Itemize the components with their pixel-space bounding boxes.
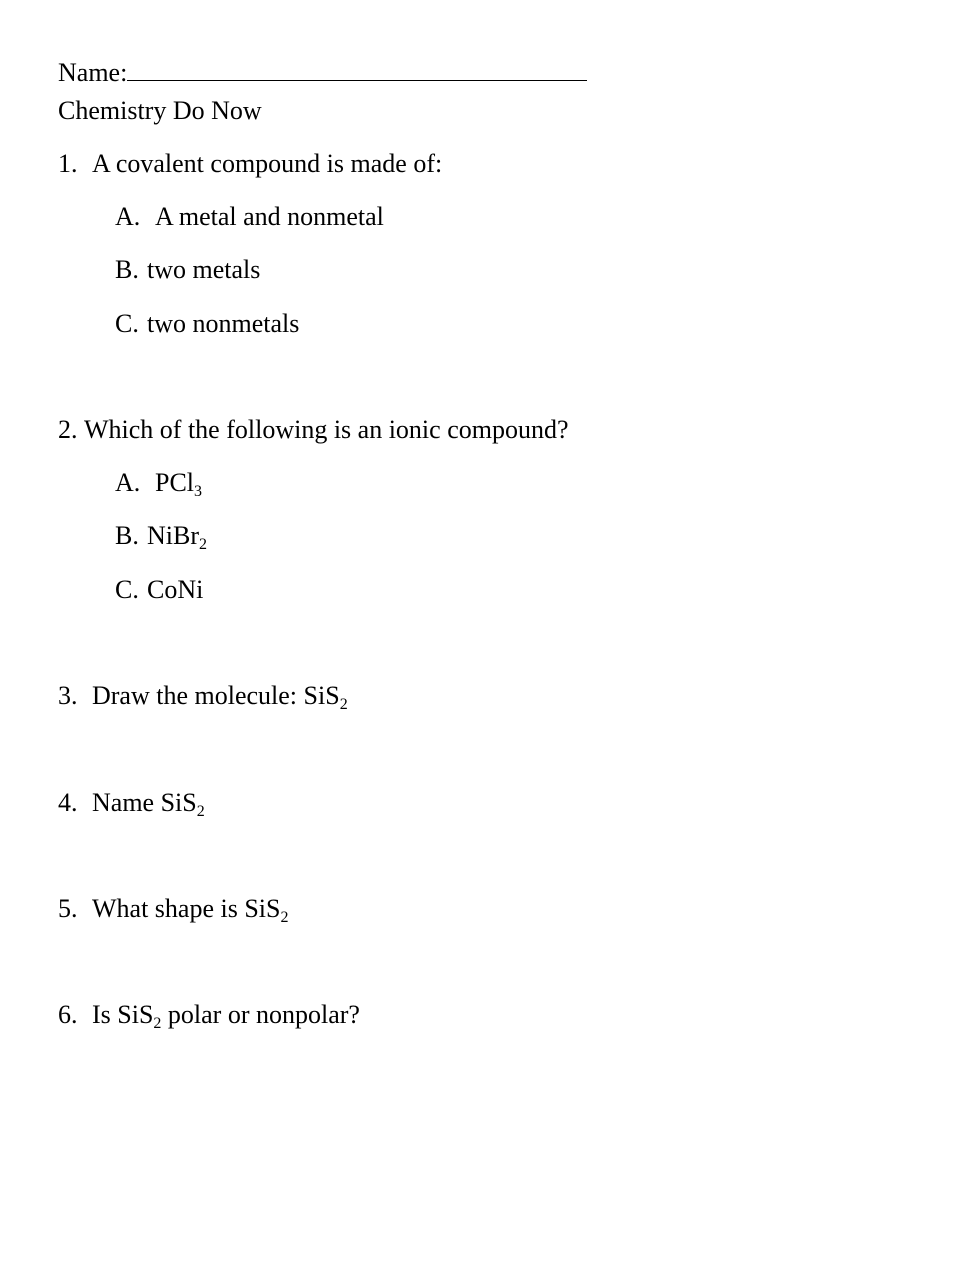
question-3-number: 3. [58, 681, 78, 710]
q2-option-a-formula: PCl [155, 468, 195, 497]
question-4-subscript: 2 [196, 803, 205, 820]
q1-option-a-letter: A. [115, 202, 141, 231]
question-6-text-post: polar or nonpolar? [161, 1000, 360, 1029]
question-3 [58, 681, 348, 711]
q1-option-b-text: two metals [147, 255, 261, 284]
question-1-text: A covalent compound is made of: [92, 149, 443, 178]
q2-option-a-letter: A. [115, 468, 141, 497]
question-6 [58, 1000, 360, 1030]
question-4-text: Name SiS [92, 788, 197, 817]
q2-option-a [115, 468, 202, 498]
q1-option-c [115, 309, 299, 339]
q2-option-c [115, 575, 203, 605]
page-title: Chemistry Do Now [58, 96, 262, 125]
q1-option-a-text: A metal and nonmetal [155, 202, 384, 231]
question-2-text: Which of the following is an ionic compound? [84, 415, 569, 444]
question-1 [58, 149, 442, 179]
q2-option-c-formula: CoNi [147, 575, 204, 604]
name-label: Name: [58, 58, 128, 87]
q1-option-b-letter: B. [115, 255, 139, 284]
question-4 [58, 788, 205, 818]
question-2-number: 2. [58, 415, 78, 444]
question-3-subscript: 2 [339, 696, 348, 713]
name-blank[interactable] [127, 58, 587, 81]
question-5-text: What shape is SiS [92, 894, 281, 923]
question-6-subscript: 2 [153, 1015, 162, 1032]
q1-option-b [115, 255, 260, 285]
question-5-number: 5. [58, 894, 78, 923]
q2-option-a-subscript: 3 [194, 483, 203, 500]
question-6-text-pre: Is SiS [92, 1000, 154, 1029]
question-4-number: 4. [58, 788, 78, 817]
q2-option-b [115, 521, 207, 551]
question-1-number: 1. [58, 149, 78, 178]
question-2 [58, 415, 569, 445]
q2-option-b-letter: B. [115, 521, 139, 550]
question-5 [58, 894, 289, 924]
q2-option-c-letter: C. [115, 575, 139, 604]
q1-option-c-text: two nonmetals [147, 309, 300, 338]
question-6-number: 6. [58, 1000, 78, 1029]
question-5-subscript: 2 [280, 909, 289, 926]
name-line [58, 58, 587, 88]
question-3-text: Draw the molecule: SiS [92, 681, 340, 710]
q1-option-a [115, 202, 384, 232]
q2-option-b-subscript: 2 [199, 536, 207, 553]
q2-option-b-formula: NiBr [147, 521, 199, 550]
q1-option-c-letter: C. [115, 309, 139, 338]
